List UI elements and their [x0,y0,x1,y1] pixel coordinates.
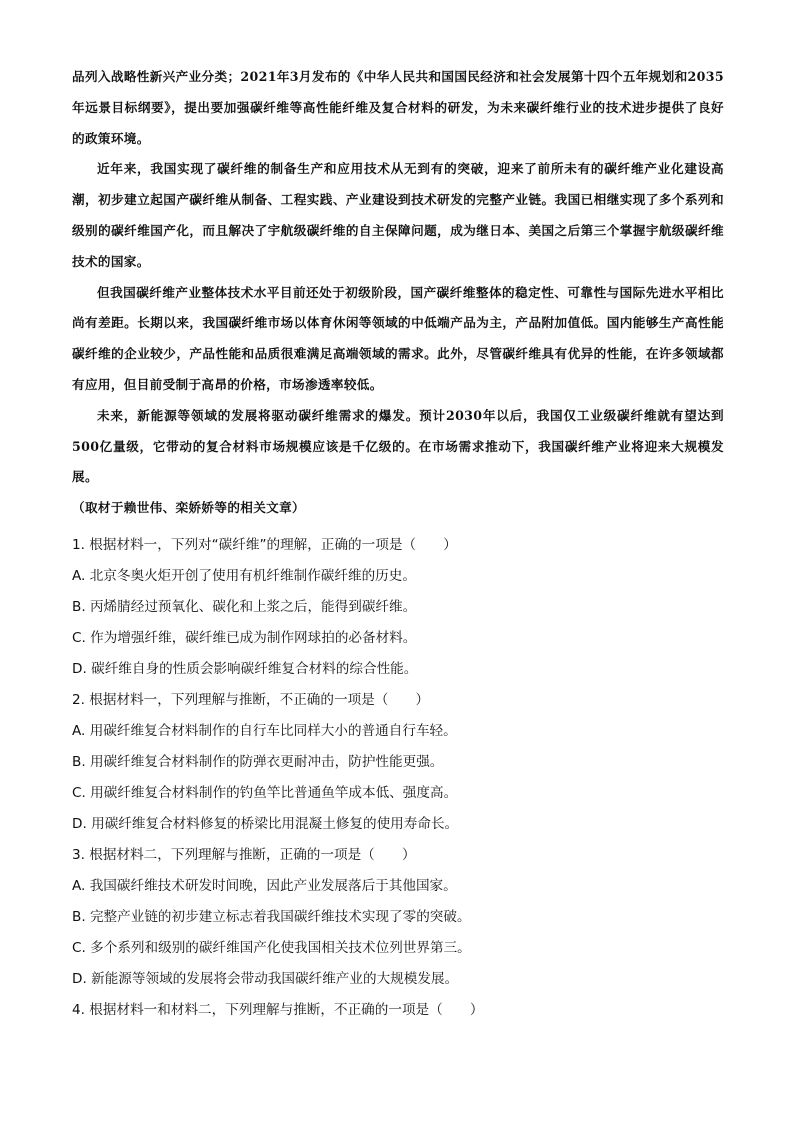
question-item [72,685,724,840]
question-item [72,840,724,995]
answer-option: C. 用碳纤维复合材料制作的钓鱼竿比普通鱼竿成本低、强度高。 [72,784,458,801]
question-stem: 3. 根据材料二，下列理解与推断，正确的一项是（ ） [72,846,416,863]
question-stem: 1. 根据材料一，下列对“碳纤维”的理解，正确的一项是（ ） [72,536,457,553]
question-list [72,530,724,1026]
question-item [72,995,724,1026]
answer-option: A. 我国碳纤维技术研发时间晚，因此产业发展落后于其他国家。 [72,877,457,894]
reading-passage [72,62,724,524]
question-stem: 4. 根据材料一和材料二，下列理解与推断，不正确的一项是（ ） [72,1001,484,1018]
answer-option: C. 多个系列和级别的碳纤维国产化使我国相关技术位列世界第三。 [72,939,471,956]
answer-option: B. 用碳纤维复合材料制作的防弹衣更耐冲击，防护性能更强。 [72,753,444,770]
question-stem: 2. 根据材料一，下列理解与推断，不正确的一项是（ ） [72,691,430,708]
passage-paragraph: 未来，新能源等领域的发展将驱动碳纤维需求的爆发。预计2030年以后，我国仅工业级碳纤维就有望达到500亿量级，它带动的复合材料市场规模应该是千亿级的。在市场需求推动下，我国碳纤维产业将迎来大规模发展。 [72,407,724,485]
answer-option: D. 碳纤维自身的性质会影响碳纤维复合材料的综合性能。 [72,660,418,677]
answer-option: C. 作为增强纤维，碳纤维已成为制作网球拍的必备材料。 [72,629,417,646]
answer-option: A. 北京冬奥火炬开创了使用有机纤维制作碳纤维的历史。 [72,567,416,584]
passage-paragraph: 但我国碳纤维产业整体技术水平目前还处于初级阶段，国产碳纤维整体的稳定性、可靠性与国际先进水平相比尚有差距。长期以来，我国碳纤维市场以体育休闲等领域的中低端产品为主，产品附加值低。国内能够生产高性能碳纤维的企业较少，产品性能和品质很难满足高端领域的需求。此外，尽管碳纤维具有优异的性能，在许多领域都有应用，但目前受制于高昂的价格，市场渗透率较低。 [72,284,724,392]
answer-option: A. 用碳纤维复合材料制作的自行车比同样大小的普通自行车轻。 [72,722,457,739]
answer-option: B. 完整产业链的初步建立标志着我国碳纤维技术实现了零的突破。 [72,908,471,925]
question-item [72,530,724,685]
passage-paragraph: 近年来，我国实现了碳纤维的制备生产和应用技术从无到有的突破，迎来了前所未有的碳纤维产业化建设高潮，初步建立起国产碳纤维从制备、工程实践、产业建设到技术研发的完整产业链。我国已相继实现了多个系列和级别的碳纤维国产化，而且解决了宇航级碳纤维的自主保障问题，成为继日本、美国之后第三个掌握宇航级碳纤维技术的国家。 [72,161,724,269]
answer-option: B. 丙烯腈经过预氧化、碳化和上浆之后，能得到碳纤维。 [72,598,417,615]
passage-source: （取材于赖世伟、栾娇娇等的相关文章） [72,500,305,516]
document-page [72,62,724,1026]
answer-option: D. 新能源等领域的发展将会带动我国碳纤维产业的大规模发展。 [72,970,459,987]
passage-paragraph: 品列入战略性新兴产业分类；2021年3月发布的《中华人民共和国国民经济和社会发展第十四个五年规划和2035年远景目标纲要》，提出要加强碳纤维等高性能纤维及复合材料的研发，为未来碳纤维行业的技术进步提供了良好的政策环境。 [72,69,724,146]
answer-option: D. 用碳纤维复合材料修复的桥梁比用混凝土修复的使用寿命长。 [72,815,459,832]
